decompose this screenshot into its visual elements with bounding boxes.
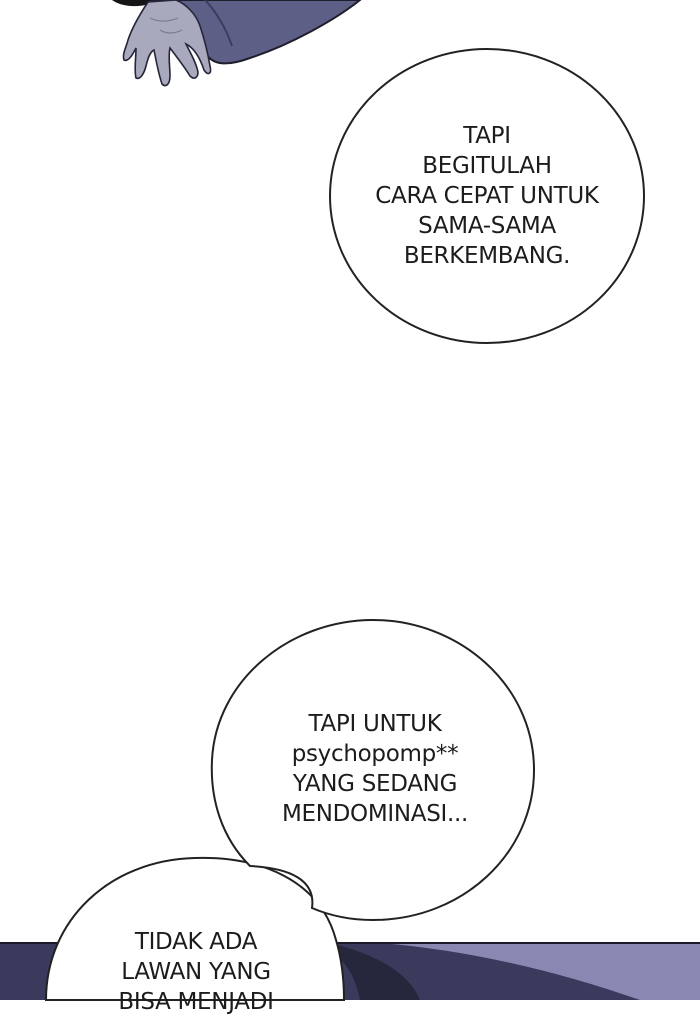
speech-bubble-1-text (337, 121, 637, 271)
bubble-2-line: psychopomp** (291, 741, 459, 767)
bubble-3-line: TIDAK ADA (134, 929, 258, 955)
bubble-1-line: TAPI (463, 123, 511, 149)
bubble-2-line: YANG SEDANG (292, 771, 458, 797)
bubble-1-line: BEGITULAH (422, 153, 552, 179)
speech-bubble-3-text (46, 927, 346, 1017)
speech-bubble-2-text (225, 709, 525, 829)
bubble-3-line: LAWAN YANG (121, 959, 271, 985)
bubble-1-line: CARA CEPAT UNTUK (375, 183, 599, 209)
bubble-2-line: TAPI UNTUK (308, 711, 442, 737)
bubble-1-line: BERKEMBANG. (403, 243, 571, 269)
bubble-3-line: BISA MENJADI (118, 989, 274, 1015)
bubble-2-line: MENDOMINASI... (281, 801, 469, 827)
bubble-1-line: SAMA-SAMA (418, 213, 556, 239)
